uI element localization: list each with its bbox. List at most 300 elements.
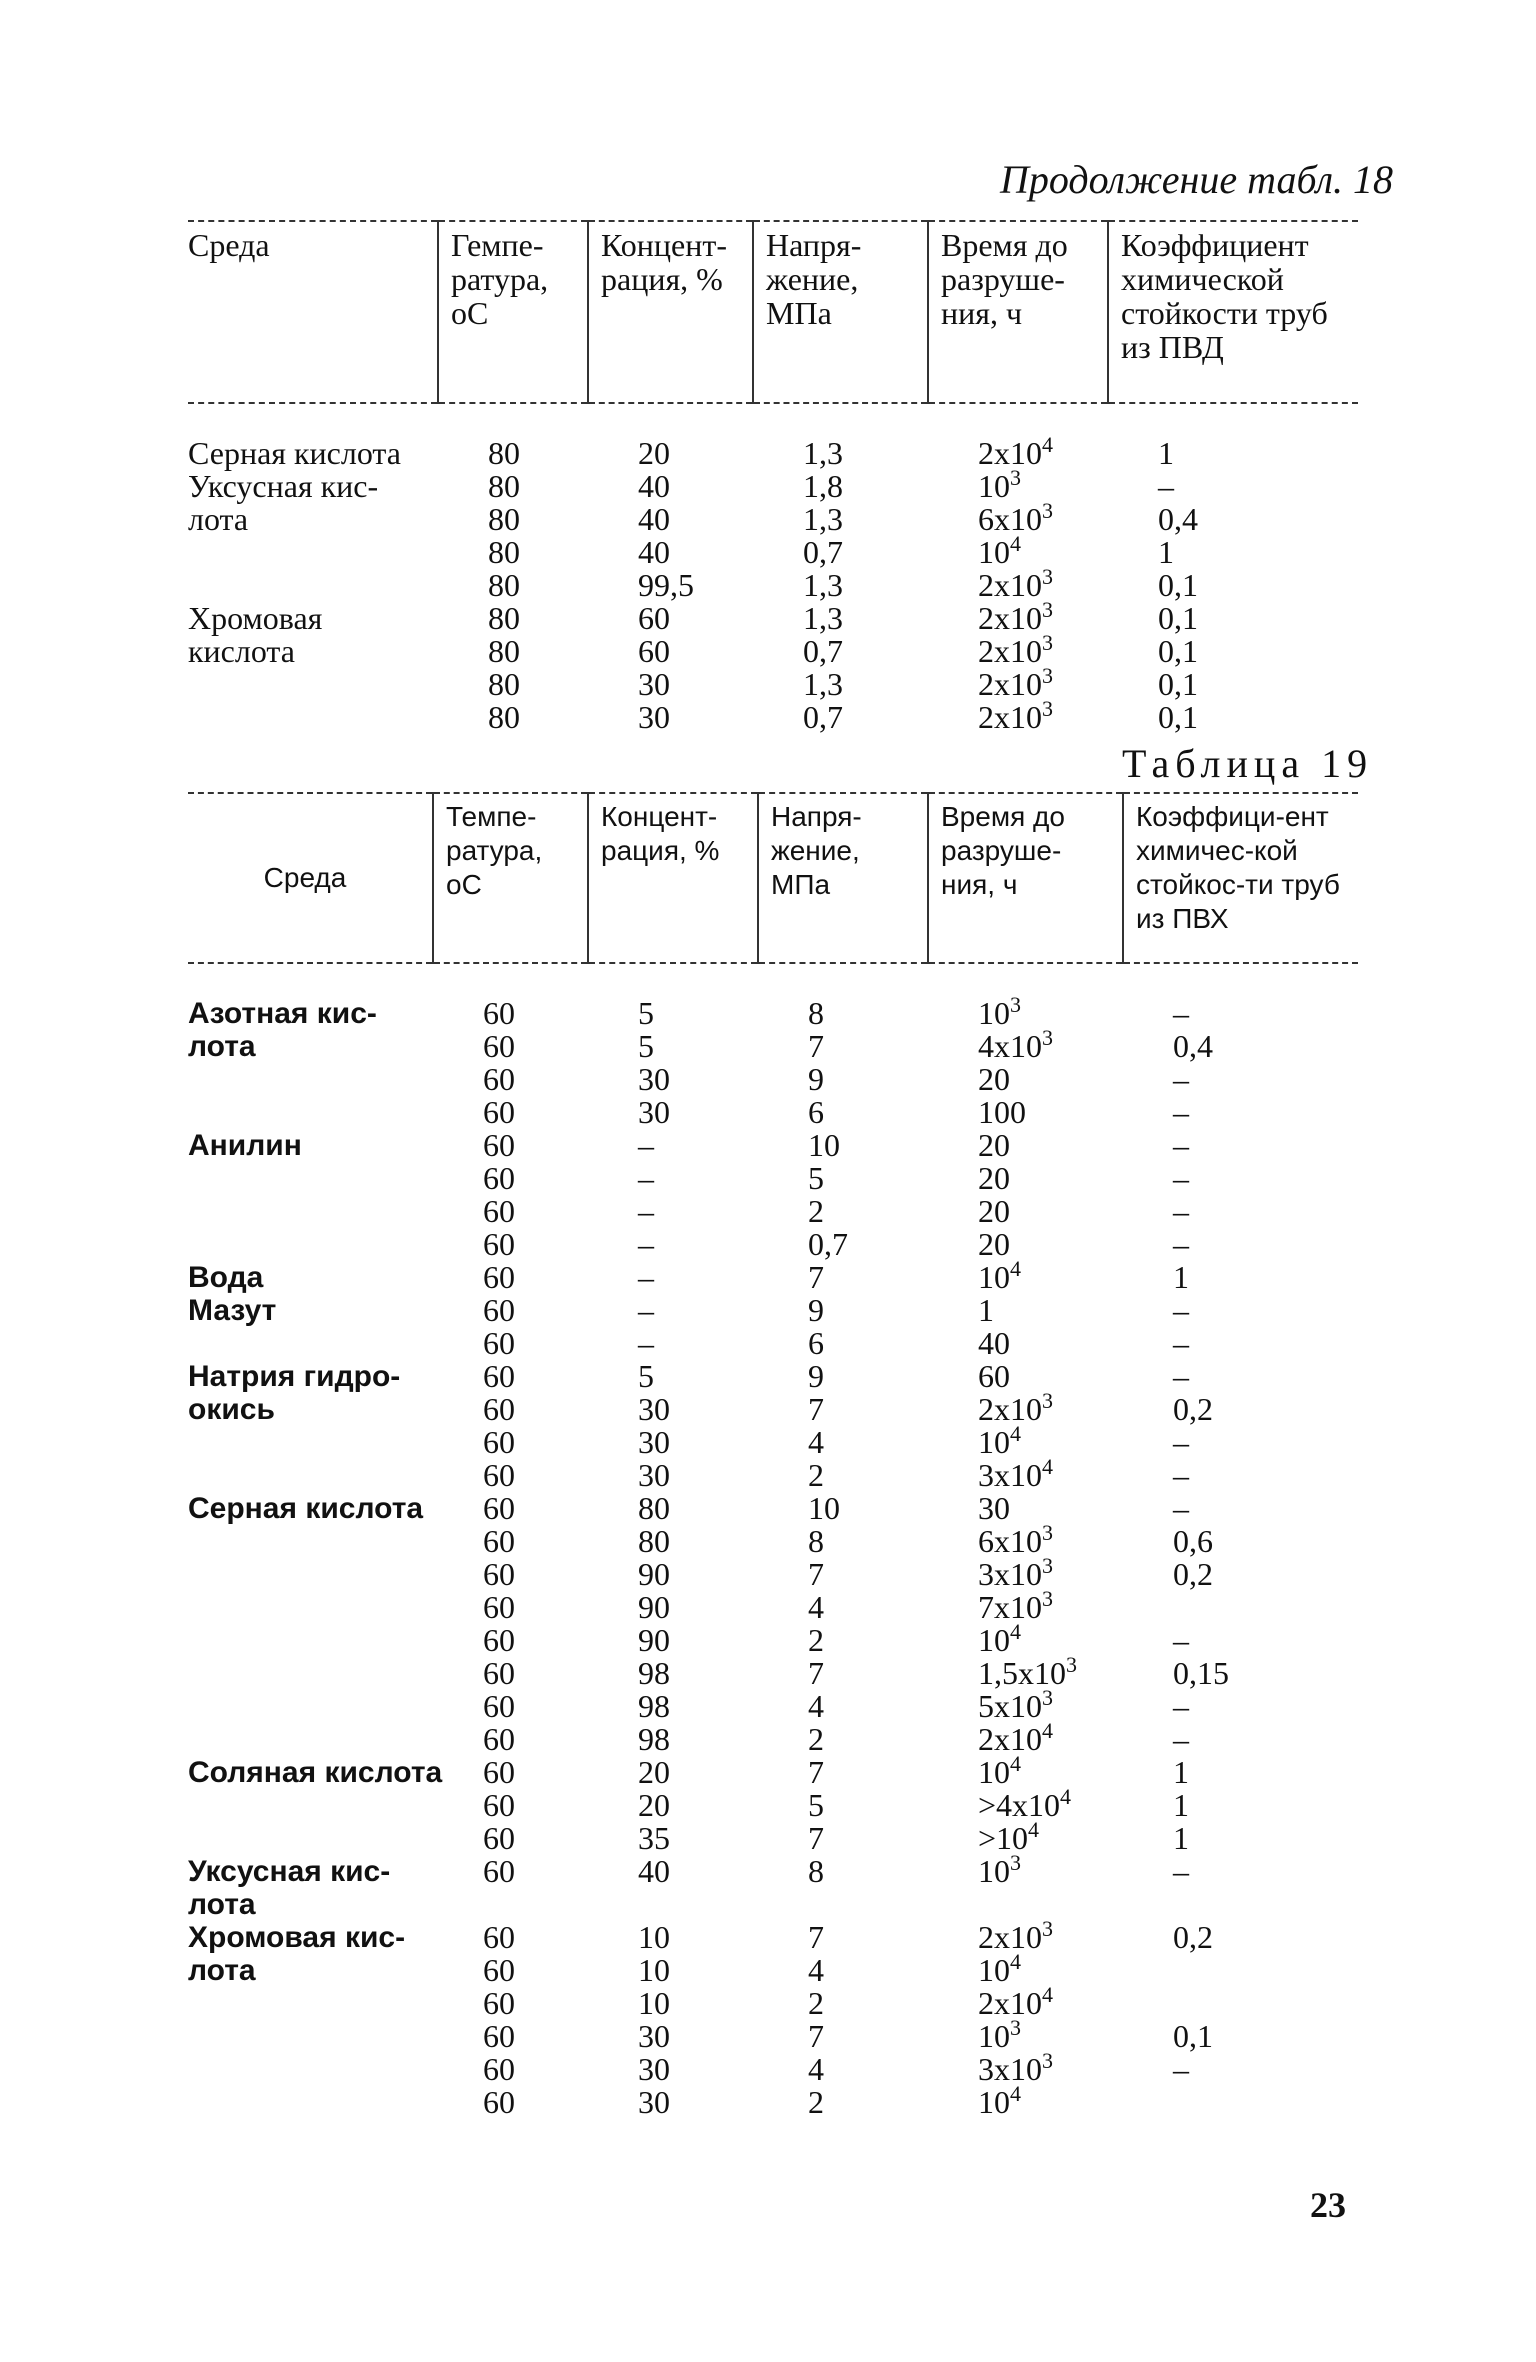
time-base: 1: [978, 1292, 994, 1328]
env-cell: Вода: [188, 1261, 264, 1294]
env-cell: Уксусная кис-: [188, 1855, 391, 1888]
stress-cell: 7: [808, 1655, 824, 1691]
coefficient-cell: –: [1173, 1160, 1189, 1196]
stress-cell: [758, 1888, 928, 1921]
table-row: [188, 2053, 1358, 2086]
coefficient-cell: 0,2: [1173, 1556, 1213, 1592]
temperature-cell: 60: [483, 1853, 515, 1889]
time-cell: [928, 1294, 1123, 1327]
concentration-cell: –: [638, 1160, 654, 1196]
time-base: >10: [978, 1820, 1029, 1856]
table18-header-row: [188, 221, 1358, 403]
temperature-cell: 60: [483, 1424, 515, 1460]
concentration-cell: –: [638, 1226, 654, 1262]
stress-cell: 7: [808, 1259, 824, 1295]
time-cell: [928, 597, 1108, 636]
stress-cell: 1,8: [803, 468, 843, 504]
time-cell: [928, 1063, 1123, 1096]
time-cell: [928, 630, 1108, 669]
table19-body: [188, 963, 1358, 2119]
env-cell: [188, 1096, 433, 1129]
stress-cell: 0,7: [803, 534, 843, 570]
table-row: [188, 1294, 1358, 1327]
env-cell: Натрия гидро-: [188, 1360, 401, 1393]
time-exponent: 4: [1010, 1949, 1021, 1974]
table-row: [188, 1822, 1358, 1855]
page-number: 23: [1310, 2185, 1346, 2225]
env-cell: кислота: [188, 633, 295, 669]
env-cell: [188, 1789, 433, 1822]
coefficient-cell: –: [1173, 1226, 1189, 1262]
table18-body: [188, 403, 1358, 734]
stress-cell: 6: [808, 1094, 824, 1130]
time-exponent: 3: [1042, 564, 1053, 589]
time-cell: [928, 1817, 1123, 1856]
env-cell: [188, 1195, 433, 1228]
concentration-cell: 90: [638, 1589, 670, 1625]
table-row: [188, 1657, 1358, 1690]
time-base: 2x10: [978, 666, 1042, 702]
stress-cell: 1,3: [803, 600, 843, 636]
stress-cell: 5: [808, 1787, 824, 1823]
time-base: 5x10: [978, 1688, 1042, 1724]
env-cell: [188, 1525, 433, 1558]
env-cell: окись: [188, 1393, 275, 1426]
coefficient-cell: 1: [1173, 1259, 1189, 1295]
env-cell: [188, 2053, 433, 2086]
spacer-row: [188, 403, 1358, 437]
coefficient-cell: 0,4: [1173, 1028, 1213, 1064]
coefficient-cell: 0,6: [1173, 1523, 1213, 1559]
time-base: 20: [978, 1160, 1010, 1196]
table-row: [188, 536, 1358, 569]
stress-cell: 7: [808, 1391, 824, 1427]
stress-cell: 0,7: [803, 699, 843, 735]
table-row: [188, 503, 1358, 536]
coefficient-cell: 0,2: [1173, 1391, 1213, 1427]
time-cell: [928, 2048, 1123, 2087]
time-exponent: 4: [1010, 1751, 1021, 1776]
table19-header-env: Среда: [188, 793, 433, 963]
env-cell: [188, 536, 438, 569]
temperature-cell: 60: [483, 1919, 515, 1955]
time-base: 10: [978, 1424, 1010, 1460]
concentration-cell: 5: [638, 1358, 654, 1394]
time-cell: [928, 1652, 1123, 1691]
concentration-cell: 20: [638, 435, 670, 471]
env-cell: [188, 1426, 433, 1459]
table-row: [188, 1789, 1358, 1822]
time-cell: [928, 1784, 1123, 1823]
coefficient-cell: –: [1173, 1424, 1189, 1460]
time-cell: [928, 1162, 1123, 1195]
coefficient-cell: –: [1173, 1622, 1189, 1658]
time-cell: [928, 1360, 1123, 1393]
concentration-cell: 98: [638, 1721, 670, 1757]
temperature-cell: 80: [488, 699, 520, 735]
coefficient-cell: –: [1173, 1193, 1189, 1229]
coefficient-cell: –: [1173, 1688, 1189, 1724]
env-cell: [188, 1624, 433, 1657]
table-row: [188, 1855, 1358, 1888]
time-base: 20: [978, 1226, 1010, 1262]
concentration-cell: –: [638, 1193, 654, 1229]
time-exponent: 4: [1010, 1619, 1021, 1644]
table-row: [188, 602, 1358, 635]
coefficient-cell: 0,1: [1158, 666, 1198, 702]
table19-header-row: [188, 793, 1358, 963]
coefficient-cell: 0,1: [1158, 633, 1198, 669]
concentration-cell: 40: [638, 501, 670, 537]
coefficient-cell: [1123, 1954, 1358, 1987]
coefficient-cell: –: [1173, 1127, 1189, 1163]
time-cell: [928, 1256, 1123, 1295]
env-cell: Серная кислота: [188, 435, 401, 471]
concentration-cell: 60: [638, 633, 670, 669]
table-row: [188, 1360, 1358, 1393]
env-cell: [188, 1690, 433, 1723]
coefficient-cell: 0,15: [1173, 1655, 1229, 1691]
time-exponent: 3: [1010, 1850, 1021, 1875]
stress-cell: 7: [808, 1754, 824, 1790]
temperature-cell: 60: [483, 1193, 515, 1229]
concentration-cell: 98: [638, 1655, 670, 1691]
time-cell: [928, 1195, 1123, 1228]
table-row: [188, 1723, 1358, 1756]
env-cell: лота: [188, 501, 249, 537]
concentration-cell: 10: [638, 1952, 670, 1988]
time-exponent: 4: [1010, 1421, 1021, 1446]
time-cell: [928, 1685, 1123, 1724]
stress-cell: 7: [808, 1919, 824, 1955]
coefficient-cell: 0,1: [1158, 600, 1198, 636]
concentration-cell: –: [638, 1325, 654, 1361]
temperature-cell: 80: [488, 666, 520, 702]
time-cell: [928, 564, 1108, 603]
temperature-cell: 60: [483, 1754, 515, 1790]
concentration-cell: –: [638, 1259, 654, 1295]
table-row: [188, 1327, 1358, 1360]
time-base: 10: [978, 995, 1010, 1031]
table-row: [188, 635, 1358, 668]
temperature-cell: 60: [483, 1391, 515, 1427]
temperature-cell: 60: [483, 1127, 515, 1163]
temperature-cell: 60: [483, 1523, 515, 1559]
time-cell: [928, 1228, 1123, 1261]
time-cell: [928, 1916, 1123, 1955]
table-row: [188, 997, 1358, 1030]
env-cell: [188, 1723, 433, 1756]
coefficient-cell: –: [1173, 1094, 1189, 1130]
temperature-cell: 60: [483, 1457, 515, 1493]
env-cell: [188, 1591, 433, 1624]
temperature-cell: 60: [483, 2051, 515, 2087]
concentration-cell: [588, 1888, 758, 1921]
time-base: 30: [978, 1490, 1010, 1526]
table-row: [188, 2020, 1358, 2053]
time-cell: [928, 1492, 1123, 1525]
table-row: [188, 701, 1358, 734]
temperature-cell: 60: [483, 1721, 515, 1757]
time-exponent: 3: [1066, 1652, 1077, 1677]
time-cell: [928, 1327, 1123, 1360]
coefficient-cell: [1123, 1987, 1358, 2020]
concentration-cell: –: [638, 1292, 654, 1328]
time-base: 2x10: [978, 633, 1042, 669]
time-cell: [928, 1454, 1123, 1493]
env-cell: [188, 1822, 433, 1855]
table-row: [188, 1591, 1358, 1624]
coefficient-cell: –: [1173, 1853, 1189, 1889]
table-row: [188, 1987, 1358, 2020]
time-exponent: 4: [1042, 1982, 1053, 2007]
time-exponent: 4: [1010, 1256, 1021, 1281]
concentration-cell: 30: [638, 666, 670, 702]
time-cell: [928, 992, 1123, 1031]
env-cell: лота: [188, 1030, 256, 1063]
env-cell: [188, 1063, 433, 1096]
stress-cell: 0,7: [803, 633, 843, 669]
stress-cell: 2: [808, 1721, 824, 1757]
table-row: [188, 1195, 1358, 1228]
stress-cell: 4: [808, 1589, 824, 1625]
time-cell: [928, 1949, 1123, 1988]
env-cell: [188, 1987, 433, 2020]
time-cell: [928, 1096, 1123, 1129]
env-cell: [188, 2020, 433, 2053]
temperature-cell: 60: [483, 1655, 515, 1691]
stress-cell: 1,3: [803, 666, 843, 702]
coefficient-cell: –: [1173, 1061, 1189, 1097]
coefficient-cell: –: [1173, 995, 1189, 1031]
table18-header-time: Время до разруше-ния, ч: [928, 221, 1108, 403]
table-row: [188, 1096, 1358, 1129]
time-base: 10: [978, 468, 1010, 504]
table-row: [188, 1228, 1358, 1261]
time-base: 10: [978, 1754, 1010, 1790]
time-cell: [928, 1586, 1123, 1625]
time-cell: [928, 2081, 1123, 2120]
concentration-cell: 30: [638, 1424, 670, 1460]
coefficient-cell: 0,1: [1158, 699, 1198, 735]
concentration-cell: 90: [638, 1556, 670, 1592]
table-row: [188, 1162, 1358, 1195]
concentration-cell: 40: [638, 468, 670, 504]
time-cell: [928, 1619, 1123, 1658]
concentration-cell: 30: [638, 1457, 670, 1493]
stress-cell: 4: [808, 1424, 824, 1460]
time-base: 3x10: [978, 1556, 1042, 1592]
stress-cell: 2: [808, 1985, 824, 2021]
stress-cell: 2: [808, 1193, 824, 1229]
temperature-cell: 60: [483, 1061, 515, 1097]
concentration-cell: 30: [638, 2018, 670, 2054]
time-base: 3x10: [978, 2051, 1042, 2087]
time-exponent: 4: [1010, 531, 1021, 556]
temperature-cell: 60: [483, 1688, 515, 1724]
env-cell: Хромовая: [188, 600, 323, 636]
table19-header-coef: Коэффици-ент химичес-кой стойкос-ти труб из ПВХ: [1123, 793, 1358, 963]
coefficient-cell: –: [1173, 1490, 1189, 1526]
concentration-cell: 30: [638, 1094, 670, 1130]
concentration-cell: 40: [638, 1853, 670, 1889]
time-base: 20: [978, 1061, 1010, 1097]
table18-header-stress: Напря-жение, МПа: [753, 221, 928, 403]
temperature-cell: 60: [483, 1622, 515, 1658]
coefficient-cell: 0,1: [1158, 567, 1198, 603]
stress-cell: 7: [808, 1556, 824, 1592]
temperature-cell: 60: [483, 1160, 515, 1196]
env-cell: [188, 2086, 433, 2119]
time-base: 2x10: [978, 699, 1042, 735]
table-row: [188, 1393, 1358, 1426]
table-row: [188, 1426, 1358, 1459]
stress-cell: 5: [808, 1160, 824, 1196]
table-row: [188, 470, 1358, 503]
concentration-cell: 30: [638, 1391, 670, 1427]
concentration-cell: 99,5: [638, 567, 694, 603]
coefficient-cell: –: [1173, 1358, 1189, 1394]
coefficient-cell: 0,4: [1158, 501, 1198, 537]
time-cell: [928, 531, 1108, 570]
table-row: [188, 1921, 1358, 1954]
time-exponent: 3: [1010, 2015, 1021, 2040]
time-cell: [928, 696, 1108, 735]
env-cell: Мазут: [188, 1294, 277, 1327]
time-base: 40: [978, 1325, 1010, 1361]
table18-header-env: Среда: [188, 221, 438, 403]
env-cell: [188, 1228, 433, 1261]
table18-header-coef: Коэффициент химической стойкости труб из ПВД: [1108, 221, 1358, 403]
table-row: [188, 1030, 1358, 1063]
concentration-cell: 80: [638, 1523, 670, 1559]
time-base: 10: [978, 1853, 1010, 1889]
temperature-cell: 80: [488, 600, 520, 636]
env-cell: Уксусная кис-: [188, 468, 379, 504]
table-row: [188, 668, 1358, 701]
concentration-cell: 90: [638, 1622, 670, 1658]
time-exponent: 3: [1042, 1916, 1053, 1941]
coefficient-cell: –: [1158, 468, 1174, 504]
time-exponent: 3: [1042, 696, 1053, 721]
time-base: 2x10: [978, 600, 1042, 636]
time-cell: [928, 1888, 1123, 1921]
temperature-cell: 60: [483, 1952, 515, 1988]
table18-caption: Продолжение табл. 18: [1000, 157, 1394, 202]
env-cell: Соляная кислота: [188, 1756, 443, 1789]
time-exponent: 4: [1028, 1817, 1040, 1842]
env-cell: лота: [188, 1888, 256, 1921]
table-row: [188, 1063, 1358, 1096]
table-row: [188, 1756, 1358, 1789]
concentration-cell: 5: [638, 995, 654, 1031]
table-19: [188, 792, 1358, 2119]
time-base: 6x10: [978, 1523, 1042, 1559]
stress-cell: 4: [808, 1952, 824, 1988]
stress-cell: 7: [808, 1820, 824, 1856]
temperature-cell: 60: [483, 2018, 515, 2054]
time-base: 2x10: [978, 567, 1042, 603]
env-cell: [188, 1327, 433, 1360]
table-row: [188, 1558, 1358, 1591]
time-exponent: 3: [1042, 663, 1053, 688]
env-cell: [188, 668, 438, 701]
time-exponent: 4: [1042, 1718, 1053, 1743]
time-base: >4x10: [978, 1787, 1061, 1823]
coefficient-cell: –: [1173, 1292, 1189, 1328]
temperature-cell: 60: [483, 1556, 515, 1592]
coefficient-cell: 1: [1158, 435, 1174, 471]
time-cell: [928, 1718, 1123, 1757]
temperature-cell: 60: [483, 1094, 515, 1130]
stress-cell: 10: [808, 1127, 840, 1163]
time-exponent: 3: [1042, 1553, 1053, 1578]
time-base: 10: [978, 2084, 1010, 2120]
spacer-row: [188, 963, 1358, 997]
stress-cell: 9: [808, 1358, 824, 1394]
coefficient-cell: 1: [1173, 1820, 1189, 1856]
stress-cell: 8: [808, 1523, 824, 1559]
temperature-cell: 80: [488, 534, 520, 570]
time-base: 2x10: [978, 1919, 1042, 1955]
env-cell: [188, 569, 438, 602]
time-cell: [928, 1025, 1123, 1064]
time-base: 10: [978, 1952, 1010, 1988]
time-cell: [928, 1520, 1123, 1559]
concentration-cell: 80: [638, 1490, 670, 1526]
concentration-cell: 30: [638, 2051, 670, 2087]
coefficient-cell: [1123, 1888, 1358, 1921]
stress-cell: 6: [808, 1325, 824, 1361]
table-18: [188, 220, 1358, 734]
concentration-cell: 5: [638, 1028, 654, 1064]
time-base: 20: [978, 1127, 1010, 1163]
time-cell: [928, 1388, 1123, 1427]
table18-header-conc: Концент-рация, %: [588, 221, 753, 403]
coefficient-cell: 0,2: [1173, 1919, 1213, 1955]
env-cell: Серная кислота: [188, 1492, 424, 1525]
time-exponent: 3: [1042, 630, 1053, 655]
table-row: [188, 1492, 1358, 1525]
time-base: 10: [978, 2018, 1010, 2054]
temperature-cell: 60: [483, 1358, 515, 1394]
temperature-cell: 60: [483, 1985, 515, 2021]
time-exponent: 3: [1042, 2048, 1053, 2073]
temperature-cell: 60: [483, 1292, 515, 1328]
table-row: [188, 437, 1358, 470]
table-row: [188, 1624, 1358, 1657]
stress-cell: 9: [808, 1292, 824, 1328]
concentration-cell: 10: [638, 1919, 670, 1955]
time-base: 60: [978, 1358, 1010, 1394]
time-exponent: 3: [1042, 597, 1053, 622]
env-cell: [188, 1162, 433, 1195]
coefficient-cell: 1: [1173, 1754, 1189, 1790]
temperature-cell: 60: [483, 2084, 515, 2120]
table-row: [188, 1954, 1358, 1987]
time-cell: [928, 1421, 1123, 1460]
table19-header-conc: Концент-рация, %: [588, 793, 758, 963]
coefficient-cell: [1123, 2086, 1358, 2119]
env-cell: Азотная кис-: [188, 997, 377, 1030]
coefficient-cell: [1123, 1591, 1358, 1624]
temperature-cell: 80: [488, 633, 520, 669]
stress-cell: 2: [808, 1457, 824, 1493]
table19-header-time: Время до разруше-ния, ч: [928, 793, 1123, 963]
table-row: [188, 1129, 1358, 1162]
time-base: 7x10: [978, 1589, 1042, 1625]
time-base: 2x10: [978, 1391, 1042, 1427]
